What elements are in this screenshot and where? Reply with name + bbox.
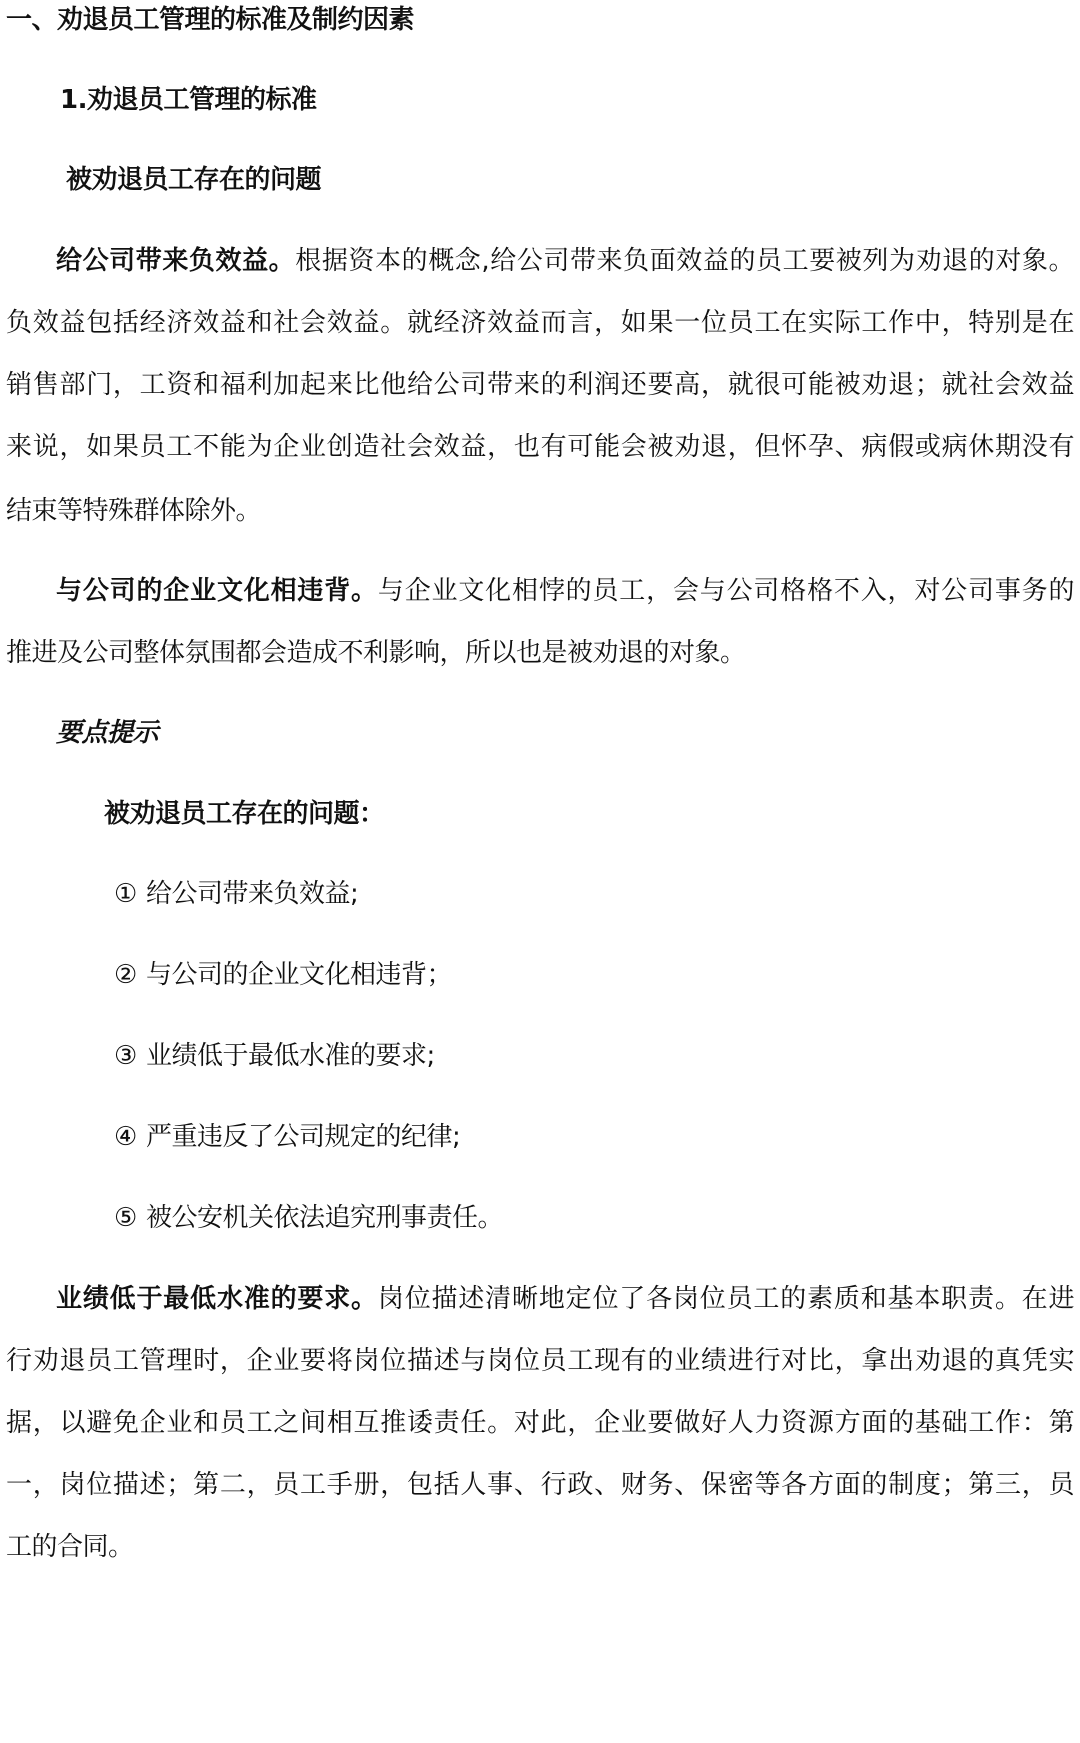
- list-item-text: 业绩低于最低水准的要求;: [146, 1041, 435, 1071]
- paragraph-2-line-2: 推进及公司整体氛围都会造成不利影响，所以也是被劝退的对象。: [6, 638, 746, 668]
- tip-list-item: [114, 1121, 460, 1153]
- tip-list-item: [114, 1202, 503, 1234]
- section-heading: 一、劝退员工管理的标准及制约因素: [6, 5, 415, 35]
- list-marker: ③: [114, 1041, 137, 1071]
- paragraph-1-line-5: 结束等特殊群体除外。: [6, 496, 262, 526]
- paragraph-2-lead: 与公司的企业文化相违背。: [56, 576, 378, 606]
- tip-list-item: [114, 878, 358, 910]
- tip-list-item: [114, 1040, 435, 1072]
- paragraph-2-line-1-text: 与企业文化相悖的员工，会与公司格格不入，对公司事务的: [377, 576, 1074, 606]
- list-item-text: 被公安机关依法追究刑事责任。: [146, 1203, 504, 1233]
- list-marker: ②: [114, 960, 137, 990]
- tip-subheading: 被劝退员工存在的问题：: [104, 799, 385, 829]
- tip-heading: 要点提示: [56, 718, 159, 748]
- paragraph-3-line-5: 工的合同。: [6, 1532, 134, 1562]
- paragraph-1-line-1-text: 根据资本的概念,给公司带来负面效益的员工要被列为劝退的对象。: [295, 246, 1074, 276]
- list-marker: ④: [114, 1122, 137, 1152]
- list-marker: ⑤: [114, 1203, 137, 1233]
- tip-list-item: [114, 959, 452, 991]
- paragraph-3-lead: 业绩低于最低水准的要求。: [56, 1284, 378, 1314]
- paragraph-3-line-3: 据，以避免企业和员工之间相互推诿责任。对此，企业要做好人力资源方面的基础工作：第: [6, 1408, 1074, 1438]
- list-item-text: 严重违反了公司规定的纪律;: [146, 1122, 461, 1152]
- paragraph-1-lead: 给公司带来负效益。: [56, 246, 296, 276]
- paragraph-3-line-1-text: 岗位描述清晰地定位了各岗位员工的素质和基本职责。在进: [377, 1284, 1074, 1314]
- topic-heading: 被劝退员工存在的问题: [66, 165, 322, 195]
- paragraph-2-line-1: [56, 575, 1074, 607]
- paragraph-3-line-2: 行劝退员工管理时，企业要将岗位描述与岗位员工现有的业绩进行对比，拿出劝退的真凭实: [6, 1346, 1074, 1376]
- paragraph-3-line-1: [56, 1283, 1074, 1315]
- subsection-heading: 1.劝退员工管理的标准: [60, 85, 317, 115]
- list-item-text: 给公司带来负效益;: [146, 879, 359, 909]
- list-item-text: 与公司的企业文化相违背；: [146, 960, 453, 990]
- paragraph-1-line-3: 销售部门，工资和福利加起来比他给公司带来的利润还要高，就很可能被劝退；就社会效益: [6, 370, 1074, 400]
- paragraph-3-line-4: 一，岗位描述；第二，员工手册，包括人事、行政、财务、保密等各方面的制度；第三，员: [6, 1470, 1074, 1500]
- paragraph-1-line-4: 来说，如果员工不能为企业创造社会效益，也有可能会被劝退，但怀孕、病假或病休期没有: [6, 432, 1074, 462]
- list-marker: ①: [114, 879, 137, 909]
- paragraph-1-line-1: [56, 245, 1074, 277]
- paragraph-1-line-2: 负效益包括经济效益和社会效益。就经济效益而言，如果一位员工在实际工作中，特别是在: [6, 308, 1074, 338]
